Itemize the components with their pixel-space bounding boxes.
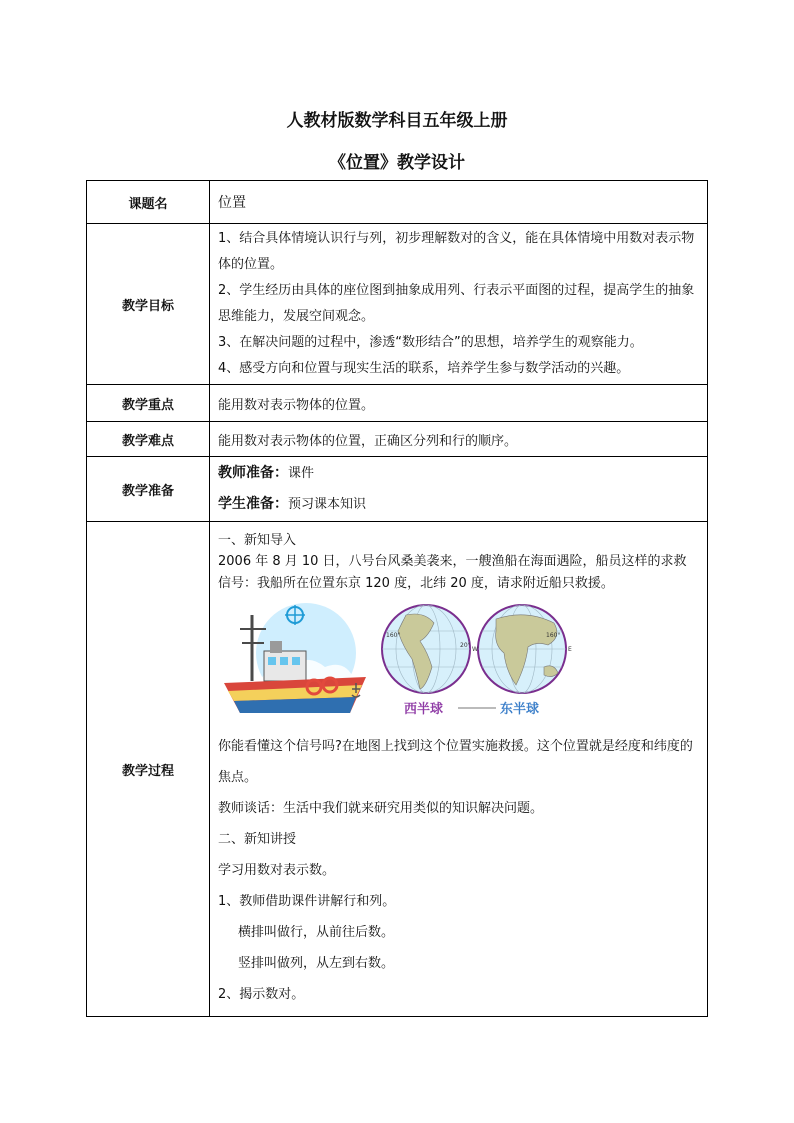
degree-label-160w: 160° [386,631,401,639]
table-row [87,457,708,522]
student-prep [218,489,699,520]
east-marker: E [568,645,572,653]
degree-label-20w: 20° [460,641,471,649]
row-label-goals: 教学目标 [87,224,210,385]
document-subtitle: 《位置》教学设计 [329,153,465,173]
student-prep-value: 预习课本知识 [288,497,367,512]
row-label-name: 课题名 [87,181,210,224]
illustration-row [218,601,699,721]
goal-item: 3、在解决问题的过程中，渗透“数形结合”的思想，培养学生的观察能力。 [218,335,643,350]
question-text: 你能看懂这个信号吗?在地图上找到这个位置实施救援。这个位置就是经度和纬度的焦点。 [218,738,693,785]
row-definition: 横排叫做行，从前往后数。 [238,924,395,940]
degree-label-160e: 160° [546,631,561,639]
column-definition: 竖排叫做列，从左到右数。 [238,955,395,971]
ship-chimney [270,641,282,653]
lesson-name: 位置 [210,181,708,224]
row-label-difficulty: 教学难点 [87,422,210,457]
table-row [87,181,708,224]
table-row [87,522,708,1017]
key-point: 能用数对表示物体的位置。 [210,385,708,422]
step-two-text: 2、揭示数对。 [218,986,305,1002]
western-hemisphere-label: 西半球 [404,701,444,717]
teacher-talk-text: 教师谈话：生活中我们就来研究用类似的知识解决问题。 [218,800,544,816]
section-heading: 二、新知讲授 [218,831,297,847]
process-cell [210,522,708,1017]
story-text: 2006 年 8 月 10 日，八号台风桑美袭来，一艘渔船在海面遇险，船员这样的求救信号：我船所在位置东京 120 度，北纬 20 度，请求附近船只救援。 [218,553,687,591]
teacher-prep-label: 教师准备： [218,465,288,481]
ship-cabin [264,651,306,681]
student-prep-label: 学生准备： [218,496,288,512]
table-row [87,422,708,457]
goals-cell [210,224,708,385]
west-marker: W [472,645,478,653]
step-one-text: 1、教师借助课件讲解行和列。 [218,893,396,909]
table-row [87,224,708,385]
goal-item: 4、感受方向和位置与现实生活的联系，培养学生参与数学活动的兴趣。 [218,361,630,376]
row-label-process: 教学过程 [87,522,210,1017]
section-heading: 一、新知导入 [218,532,297,548]
table-row [87,385,708,422]
goal-item: 2、学生经历由具体的座位图到抽象成用列、行表示平面图的过程，提高学生的抽象思维能力，发展空间观念。 [218,283,695,324]
teacher-prep-value: 课件 [288,466,315,481]
eastern-hemisphere-label: 东半球 [500,701,540,717]
ship-illustration [220,601,370,721]
learn-text: 学习用数对表示数。 [218,862,336,878]
goal-item: 1、结合具体情境认识行与列，初步理解数对的含义，能在具体情境中用数对表示物体的位置。 [218,231,695,272]
difficulty-point: 能用数对表示物体的位置，正确区分列和行的顺序。 [210,422,708,457]
teacher-prep [218,458,699,489]
document-title: 人教材版数学科目五年级上册 [286,111,508,131]
prep-cell [210,457,708,522]
hemispheres-map [376,601,576,721]
lesson-plan-table [86,180,708,1017]
row-label-prep: 教学准备 [87,457,210,522]
row-label-key: 教学重点 [87,385,210,422]
